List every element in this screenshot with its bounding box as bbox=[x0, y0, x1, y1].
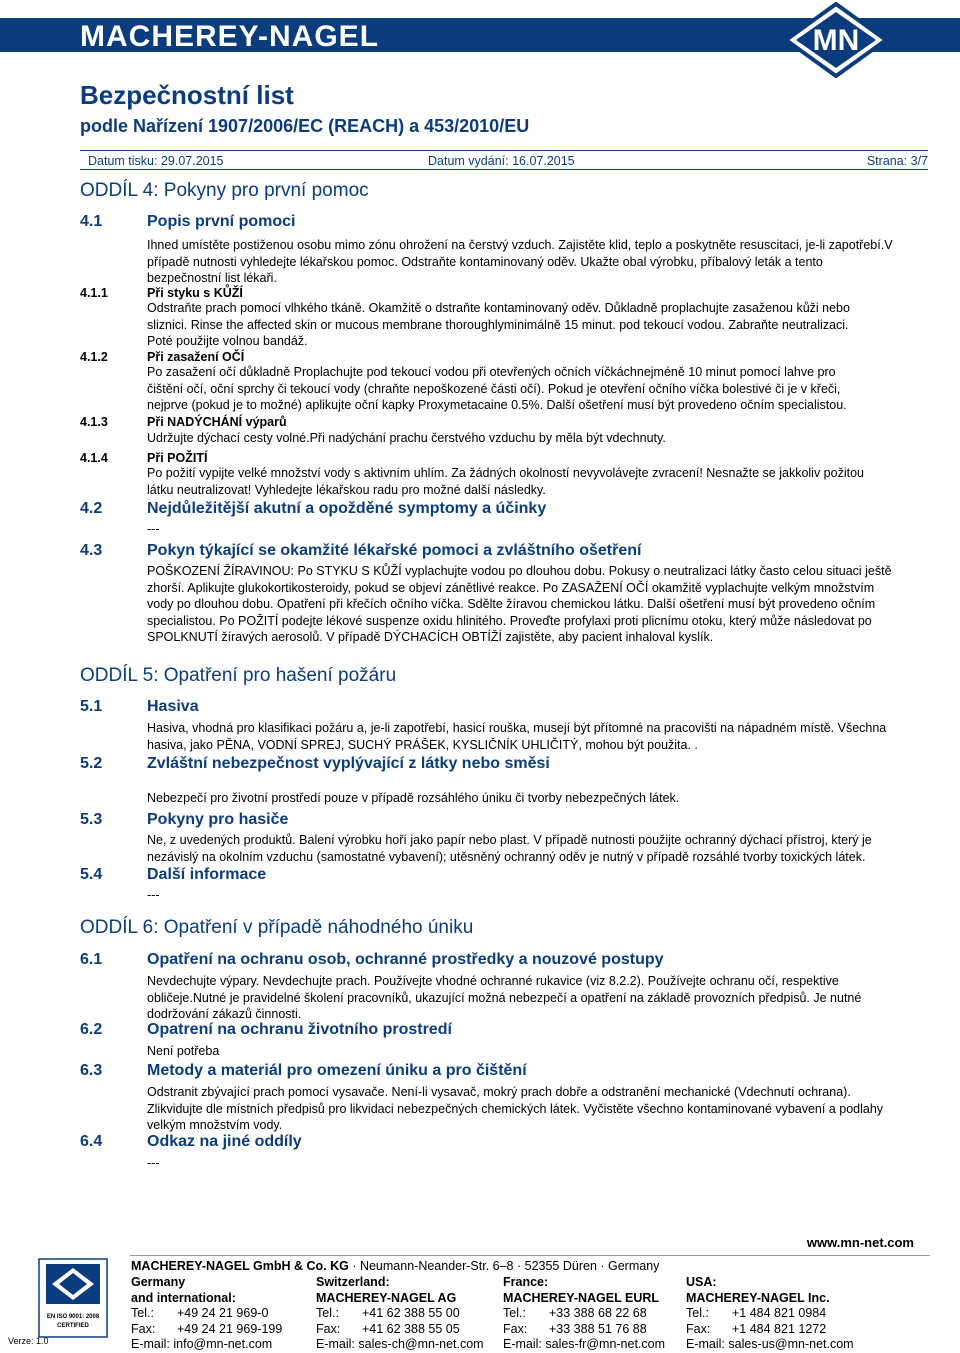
brand-name: MACHEREY-NAGEL bbox=[80, 20, 380, 53]
number-4-1-4: 4.1.4 bbox=[80, 451, 108, 465]
number-4-1-1: 4.1.1 bbox=[80, 286, 108, 300]
heading-5-1: 5.1 Hasiva bbox=[80, 698, 199, 715]
mn-logo bbox=[780, 2, 892, 78]
page-number: Strana: 3/7 bbox=[866, 154, 928, 168]
heading-4-1-1: Při styku s KŮŽÍ bbox=[147, 286, 243, 300]
number-4-1-3: 4.1.3 bbox=[80, 415, 108, 429]
version-label: Verze: 1.0 bbox=[8, 1336, 49, 1346]
heading-5-4: 5.4 Další informace bbox=[80, 866, 267, 883]
text-5-1: Hasiva, vhodná pro klasifikaci požáru a, je-li zapotřebí, hasicí rouška, musejí být přítomné na pracovišti na nápadném místě. Všechna hasiva, jako PĚNA, VODNÍ SPREJ, SUCHÝ PRÁŠEK, KYSLIČNÍK UHLIČITÝ, mohou být použita. . bbox=[147, 721, 887, 752]
heading-4-2: 4.2 Nejdůležitější akutní a opožděné symptomy a účinky bbox=[80, 500, 547, 517]
print-date: Datum tisku: 29.07.2015 bbox=[88, 154, 224, 168]
number-4-1-2: 4.1.2 bbox=[80, 350, 108, 364]
issue-date: Datum vydání: 16.07.2015 bbox=[428, 154, 575, 168]
heading-5-3: 5.3 Pokyny pro hasiče bbox=[80, 811, 289, 828]
logo-text: MN bbox=[812, 24, 860, 57]
text-6-1: Nevdechujte výpary. Nevdechujte prach. Používejte vhodné ochranné rukavice (viz 8.2.2). Používejte ochranu očí, respektive obličeje.Nutné je pravidelné školení pracovníků, ukazující možná nebezpečí a opatření na základě provozních předpisů. Je nutné dodržování zákazů činnosti. bbox=[147, 974, 862, 1021]
text-5-2: Nebezpečí pro životní prostředí pouze v případě rozsáhlého úniku či tvorby nebezpečných látek. bbox=[147, 791, 680, 805]
email-germany: E-mail: info@mn-net.com bbox=[131, 1337, 273, 1351]
text-4-1-1: Odstraňte prach pomocí vlhkého tkáně. Okamžitě o dstraňte kontaminovaný oděv. Důkladně proplachujte zasaženou kůži nebo sliznici. Rinse the affected skin or mucous membrane thoroughlyminimálně 15 minut. pod tekoucí vodou. Zabraňte neutralizaci. Poté použijte volnou bandáž. bbox=[147, 301, 850, 348]
text-6-4: --- bbox=[147, 1156, 160, 1170]
document-title: Bezpečnostní list bbox=[80, 80, 294, 110]
section-6-title: ODDÍL 6: Opatření v případě náhodného úniku bbox=[80, 917, 474, 938]
email-switzerland: E-mail: sales-ch@mn-net.com bbox=[316, 1337, 484, 1351]
section-4-title: ODDÍL 4: Pokyny pro první pomoc bbox=[80, 180, 369, 201]
heading-4-3: 4.3 Pokyn týkající se okamžité lékařské pomoci a zvláštního ošetření bbox=[80, 542, 642, 559]
footer-contact-switzerland: Switzerland: MACHEREY-NAGEL AG Tel.: +41 62 388 55 00 Fax: +41 62 388 55 05 E-mail: sales-ch@mn-net.com bbox=[316, 1275, 484, 1351]
text-4-1: Ihned umístěte postiženou osobu mimo zónu ohrožení na čerstvý vzduch. Zajistěte klid, teplo a poskytněte resuscitaci, je-li zapotřebí.V případě nutnosti vyhledejte lékařskou pomoc. Odstraňte kontaminovaný oděv. Ukažte obal výrobku, příbalový leták a tento bezpečnostní list lékaři. bbox=[147, 238, 893, 285]
text-4-1-4: Po požití vypijte velké množství vody s aktivním uhlím. Za žádných okolností nevyvolávejte zvracení! Nesnažte se jakkoliv požitou látku neutralizovat! Vyhledejte lékařskou radu pro možné další následky. bbox=[147, 466, 864, 497]
footer-contact-germany: Germany and international: Tel.: +49 24 21 969-0 Fax: +49 24 21 969-199 E-mail: info@mn-net.com bbox=[131, 1275, 283, 1351]
heading-4-1-2: Při zasažení OČÍ bbox=[147, 350, 245, 364]
email-usa: E-mail: sales-us@mn-net.com bbox=[686, 1337, 854, 1351]
text-4-1-2: Po zasažení očí důkladně Proplachujte pod tekoucí vodou při otevřených očních víčkáchnejméně 10 minut pomocí lahve pro čištění očí, oční sprchy či tekoucí vody (chraňte nepoškozené části očí). Pokud je otevření očního víčka bolestivé či je v křeči, nejprve (pokud je to možné) aplikujte oční kapky Proxymetacaine 0.5%. Další ošetření musí být provedeno očním specialistou. bbox=[147, 365, 847, 412]
heading-4-1: 4.1 Popis první pomoci bbox=[80, 213, 296, 230]
header-rule-top bbox=[80, 150, 928, 151]
text-5-3: Ne, z uvedených produktů. Balení výrobku hoří jako papír nebo plast. V případě nutnosti použijte ochranný dýchací přístroj, který je nezávislý na okolním vzduchu (samostatné vybavení); utěsněný ochranný oděv je nutný v případě rozsáhlé tvorby toxických látek. bbox=[147, 833, 872, 864]
footer-contact-france: France: MACHEREY-NAGEL EURL Tel.: +33 388 68 22 68 Fax: +33 388 51 76 88 E-mail: sales-fr@mn-net.com bbox=[503, 1275, 666, 1351]
text-6-2: Není potřeba bbox=[147, 1044, 220, 1058]
text-6-3: Odstranit zbývající prach pomocí vysavače. Není-li vysavač, mokrý prach dobře a odstranění mechanické (Vdechnutí ochrana). Zlikvidujte dle místních předpisů pro likvidaci nebezpečných chemických látek. Vyčistěte všechno kontaminované vybavení a podlahy velkým množstvím vody. bbox=[147, 1085, 884, 1132]
heading-6-4: 6.4 Odkaz na jiné oddíly bbox=[80, 1133, 302, 1150]
email-france: E-mail: sales-fr@mn-net.com bbox=[503, 1337, 666, 1351]
text-4-1-3: Udržujte dýchací cesty volné.Při nadýchání prachu čerstvého vzduchu by měla být vdechnuty. bbox=[147, 431, 666, 445]
text-4-2: --- bbox=[147, 522, 160, 536]
heading-6-2: 6.2 Opatrení na ochranu životního prostredí bbox=[80, 1021, 452, 1038]
text-5-4: --- bbox=[147, 888, 160, 902]
heading-6-1: 6.1 Opatření na ochranu osob, ochranné prostředky a nouzové postupy bbox=[80, 951, 664, 968]
heading-6-3: 6.3 Metody a materiál pro omezení úniku a pro čištění bbox=[80, 1062, 527, 1079]
iso-certification-badge bbox=[38, 1258, 108, 1338]
document-subtitle: podle Nařízení 1907/2006/EC (REACH) a 453/2010/EU bbox=[80, 116, 530, 136]
cert-line-2: CERTIFIED bbox=[57, 1323, 89, 1329]
section-5-title: ODDÍL 5: Opatření pro hašení požáru bbox=[80, 665, 397, 686]
website-link[interactable]: www.mn-net.com bbox=[806, 1235, 914, 1250]
heading-5-2: 5.2 Zvláštní nebezpečnost vyplývající z látky nebo směsi bbox=[80, 755, 550, 772]
cert-line-1: EN ISO 9001: 2008 bbox=[46, 1314, 100, 1320]
footer-company: MACHEREY-NAGEL GmbH & Co. KG · Neumann-Neander-Str. 6–8 · 52355 Düren · Germany bbox=[131, 1259, 660, 1273]
header-rule-bottom bbox=[80, 169, 928, 170]
heading-4-1-3: Při NADÝCHÁNÍ výparů bbox=[147, 415, 287, 429]
footer-contact-usa: USA: MACHEREY-NAGEL Inc. Tel.: +1 484 821 0984 Fax: +1 484 821 1272 E-mail: sales-us@mn-net.com bbox=[686, 1275, 854, 1351]
heading-4-1-4: Při POŽITÍ bbox=[147, 451, 208, 465]
footer-rule bbox=[130, 1255, 930, 1256]
text-4-3: POŠKOZENÍ ŽÍRAVINOU: Po STYKU S KŮŽÍ vyplachujte vodou po dlouhou dobu. Pokusy o neutralizaci látky často celou situaci ještě zhorší. Aplikujte glukokortikosteroidy, pokud se objeví zánětlivé reakce. Po ZASAŽENÍ OČÍ okamžitě vyplachujte velkým množstvím vody po dlouhou dobu. Opatření při křečích očního víčka. Sdělte žíravou chemickou látku. Další ošetření musí být provedeno očním specialistou. Po POŽITÍ podejte lékové suspenze oxidu hlinitého. Proveďte profylaxi proti plicnímu otoku, který může následovat po SPOLKNUTÍ žíravých aerosolů. V případě DÝCHACÍCH OBTÍŽÍ zajistěte, aby pacient inhaloval kyslík. bbox=[147, 564, 892, 644]
